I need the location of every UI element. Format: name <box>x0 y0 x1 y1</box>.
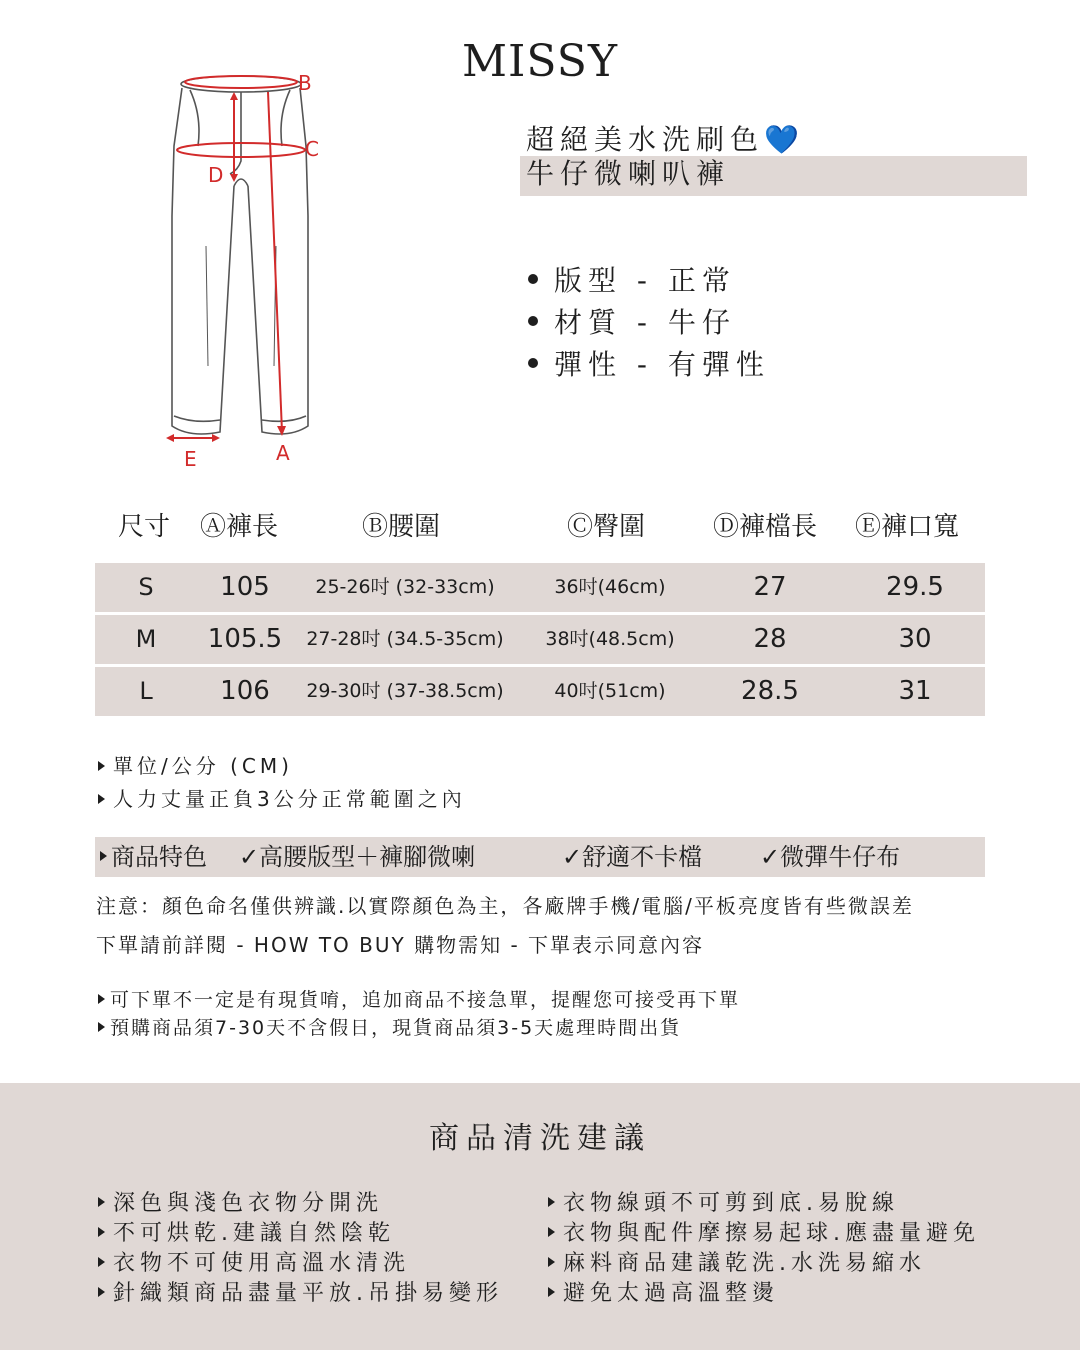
caution-color: 注意：顏色命名僅供辨識.以實際顏色為主，各廠牌手機/電腦/平板亮度皆有些微誤差 <box>96 894 914 918</box>
bullet-icon <box>528 274 538 284</box>
table-row <box>95 667 985 716</box>
cell-hip: 40吋(51cm) <box>554 680 666 702</box>
triangle-bullet-icon <box>98 1287 105 1297</box>
triangle-bullet-icon <box>98 1022 105 1032</box>
spec-item: 材質 - 牛仔 <box>528 302 770 344</box>
feature-item: ✓高腰版型＋褲腳微喇 <box>239 843 476 871</box>
bullet-icon <box>528 316 538 326</box>
triangle-bullet-icon <box>98 1197 105 1207</box>
product-title-line2: 牛仔微喇叭褲 <box>526 157 731 190</box>
cell-hem: 31 <box>898 676 932 706</box>
cell-hem: 29.5 <box>886 572 944 602</box>
header-size: 尺寸 <box>118 512 171 542</box>
pants-measurement-diagram <box>150 66 330 476</box>
cell-length: 106 <box>220 676 270 706</box>
cell-waist: 27-28吋 (34.5-35cm) <box>306 628 504 650</box>
order-note: 可下單不一定是有現貨唷，追加商品不接急單，提醒您可接受再下單 <box>98 985 740 1012</box>
list-item: 衣物線頭不可剪到底.易脫線 <box>548 1189 980 1219</box>
triangle-bullet-icon <box>98 761 105 771</box>
care-section <box>0 1083 1080 1350</box>
label-a: A <box>276 441 290 465</box>
cell-size: M <box>135 625 157 653</box>
label-c: C <box>305 137 319 161</box>
header-length: Ⓐ褲長 <box>200 512 279 542</box>
triangle-bullet-icon <box>548 1287 555 1297</box>
cell-size: S <box>138 573 154 601</box>
spec-item: 彈性 - 有彈性 <box>528 344 770 386</box>
care-list-left <box>98 1189 503 1309</box>
brand-logo: MISSY <box>462 36 618 87</box>
feature-bar <box>95 837 985 877</box>
header-hip: Ⓒ臀圍 <box>567 512 646 542</box>
label-b: B <box>298 71 312 95</box>
product-title-line1: 超絕美水洗刷色💙 <box>526 123 799 156</box>
tolerance-note: 人力丈量正負3公分正常範圍之內 <box>98 783 466 812</box>
feature-label: 商品特色 <box>100 837 207 877</box>
feature-item: ✓微彈牛仔布 <box>760 843 901 871</box>
cell-hip: 36吋(46cm) <box>554 576 666 598</box>
triangle-bullet-icon <box>548 1227 555 1237</box>
list-item: 避免太過高溫整燙 <box>548 1279 980 1309</box>
cell-size: L <box>139 677 153 705</box>
care-title: 商品清洗建議 <box>429 1121 651 1156</box>
cell-rise: 28.5 <box>741 676 799 706</box>
cell-hip: 38吋(48.5cm) <box>545 628 675 650</box>
triangle-bullet-icon <box>98 994 105 1004</box>
list-item: 麻料商品建議乾洗.水洗易縮水 <box>548 1249 980 1279</box>
cell-length: 105 <box>220 572 270 602</box>
list-item: 深色與淺色衣物分開洗 <box>98 1189 503 1219</box>
list-item: 衣物與配件摩擦易起球.應盡量避免 <box>548 1219 980 1249</box>
list-item: 衣物不可使用高溫水清洗 <box>98 1249 503 1279</box>
cell-length: 105.5 <box>207 624 283 654</box>
list-item: 不可烘乾.建議自然陰乾 <box>98 1219 503 1249</box>
unit-note: 單位/公分 (CM) <box>98 750 293 779</box>
header-rise: Ⓓ褲檔長 <box>713 512 818 542</box>
cell-rise: 27 <box>753 572 787 602</box>
header-hem: Ⓔ褲口寬 <box>855 512 960 542</box>
blue-heart-icon: 💙 <box>764 123 799 156</box>
label-d: D <box>208 163 224 187</box>
size-table <box>95 563 985 719</box>
spec-item: 版型 - 正常 <box>528 260 770 302</box>
triangle-bullet-icon <box>548 1197 555 1207</box>
spec-list <box>528 260 770 386</box>
triangle-bullet-icon <box>98 794 105 804</box>
triangle-bullet-icon <box>98 1227 105 1237</box>
triangle-bullet-icon <box>548 1257 555 1267</box>
triangle-bullet-icon <box>100 851 107 861</box>
cell-rise: 28 <box>753 624 787 654</box>
list-item: 針織類商品盡量平放.吊掛易變形 <box>98 1279 503 1309</box>
preorder-note: 預購商品須7-30天不含假日，現貨商品須3-5天處理時間出貨 <box>98 1013 681 1040</box>
header-waist: Ⓑ腰圍 <box>362 512 441 542</box>
caution-howtobuy: 下單請前詳閱 - HOW TO BUY 購物需知 - 下單表示同意內容 <box>96 933 705 957</box>
feature-item: ✓舒適不卡檔 <box>562 843 703 871</box>
triangle-bullet-icon <box>98 1257 105 1267</box>
cell-waist: 25-26吋 (32-33cm) <box>315 576 495 598</box>
table-row <box>95 615 985 664</box>
cell-hem: 30 <box>898 624 932 654</box>
table-row <box>95 563 985 612</box>
care-list-right <box>548 1189 980 1309</box>
label-e: E <box>184 447 197 471</box>
bullet-icon <box>528 358 538 368</box>
cell-waist: 29-30吋 (37-38.5cm) <box>306 680 504 702</box>
